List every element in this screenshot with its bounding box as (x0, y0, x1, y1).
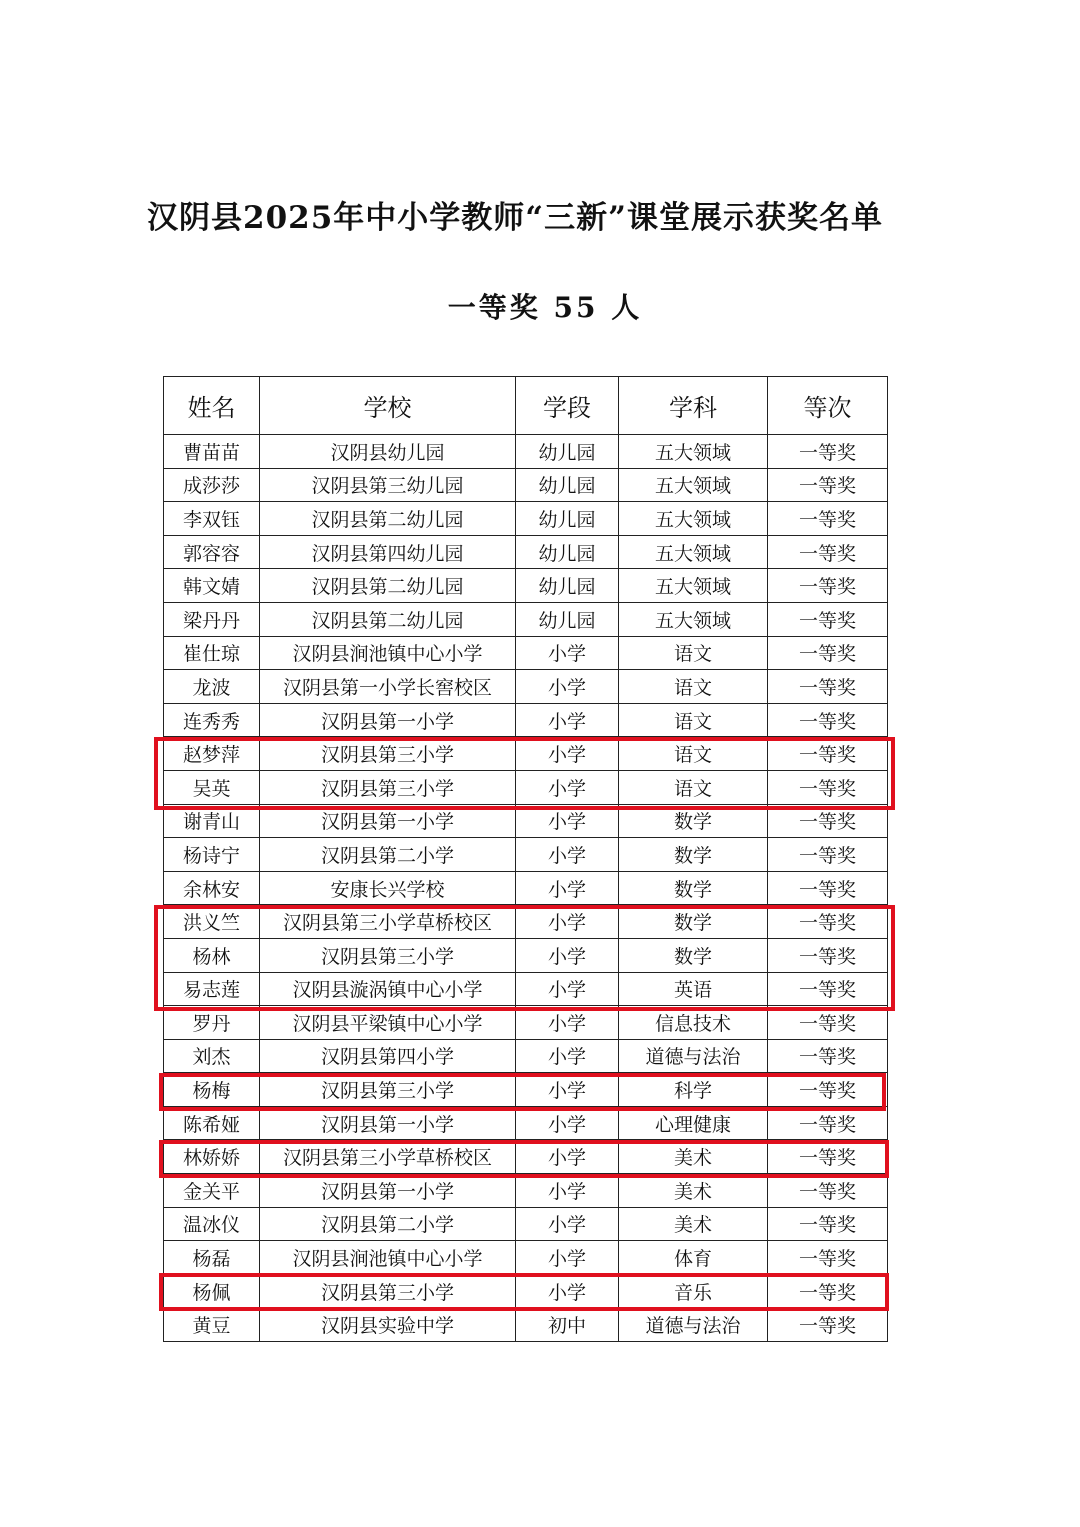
cell-stage: 小学 (516, 636, 619, 670)
table-row (164, 535, 888, 569)
cell-name: 陈希娅 (164, 1106, 260, 1140)
cell-school: 汉阴县第三小学 (260, 770, 516, 804)
cell-name: 赵梦萍 (164, 737, 260, 771)
cell-school: 安康长兴学校 (260, 871, 516, 905)
table-row (164, 770, 888, 804)
cell-subject: 数学 (619, 938, 768, 972)
table-row (164, 1174, 888, 1208)
cell-name: 黄豆 (164, 1308, 260, 1342)
cell-subject: 语文 (619, 703, 768, 737)
cell-stage: 幼儿园 (516, 502, 619, 536)
table-row (164, 804, 888, 838)
cell-subject: 体育 (619, 1241, 768, 1275)
cell-rank: 一等奖 (768, 1006, 888, 1040)
cell-school: 汉阴县涧池镇中心小学 (260, 636, 516, 670)
cell-subject: 五大领域 (619, 535, 768, 569)
cell-rank: 一等奖 (768, 468, 888, 502)
cell-stage: 初中 (516, 1308, 619, 1342)
cell-rank: 一等奖 (768, 1039, 888, 1073)
cell-name: 温冰仪 (164, 1207, 260, 1241)
cell-stage: 小学 (516, 1106, 619, 1140)
table-row (164, 1106, 888, 1140)
cell-stage: 幼儿园 (516, 435, 619, 469)
table-row (164, 602, 888, 636)
cell-stage: 小学 (516, 1039, 619, 1073)
cell-school: 汉阴县第三小学 (260, 737, 516, 771)
cell-subject: 语文 (619, 770, 768, 804)
header-name: 姓名 (164, 377, 260, 435)
table-row (164, 1207, 888, 1241)
cell-stage: 小学 (516, 804, 619, 838)
cell-stage: 幼儿园 (516, 468, 619, 502)
cell-stage: 小学 (516, 1140, 619, 1174)
cell-rank: 一等奖 (768, 535, 888, 569)
cell-stage: 幼儿园 (516, 535, 619, 569)
cell-name: 杨佩 (164, 1274, 260, 1308)
cell-subject: 道德与法治 (619, 1308, 768, 1342)
cell-name: 杨林 (164, 938, 260, 972)
cell-school: 汉阴县第一小学 (260, 1174, 516, 1208)
cell-stage: 小学 (516, 703, 619, 737)
cell-subject: 五大领域 (619, 602, 768, 636)
table-row (164, 1039, 888, 1073)
cell-rank: 一等奖 (768, 1073, 888, 1107)
cell-stage: 小学 (516, 1006, 619, 1040)
cell-name: 郭容容 (164, 535, 260, 569)
cell-subject: 数学 (619, 905, 768, 939)
cell-stage: 小学 (516, 737, 619, 771)
cell-school: 汉阴县第一小学 (260, 804, 516, 838)
cell-rank: 一等奖 (768, 938, 888, 972)
cell-name: 杨磊 (164, 1241, 260, 1275)
award-subtitle: 一等奖 55 人 (447, 291, 643, 324)
cell-rank: 一等奖 (768, 435, 888, 469)
cell-name: 余林安 (164, 871, 260, 905)
cell-stage: 小学 (516, 938, 619, 972)
cell-stage: 小学 (516, 1274, 619, 1308)
cell-school: 汉阴县第二幼儿园 (260, 602, 516, 636)
cell-rank: 一等奖 (768, 1140, 888, 1174)
cell-rank: 一等奖 (768, 804, 888, 838)
cell-subject: 美术 (619, 1174, 768, 1208)
cell-school: 汉阴县第一小学 (260, 1106, 516, 1140)
cell-subject: 语文 (619, 737, 768, 771)
cell-name: 谢青山 (164, 804, 260, 838)
cell-stage: 小学 (516, 838, 619, 872)
table-row (164, 905, 888, 939)
cell-subject: 五大领域 (619, 468, 768, 502)
cell-name: 罗丹 (164, 1006, 260, 1040)
cell-school: 汉阴县第三小学草桥校区 (260, 1140, 516, 1174)
document-title: 汉阴县2025年中小学教师“三新”课堂展示获奖名单 (147, 200, 883, 236)
cell-name: 吴英 (164, 770, 260, 804)
cell-subject: 五大领域 (619, 435, 768, 469)
header-subject: 学科 (619, 377, 768, 435)
cell-school: 汉阴县第三小学 (260, 938, 516, 972)
cell-rank: 一等奖 (768, 569, 888, 603)
cell-subject: 数学 (619, 871, 768, 905)
cell-subject: 数学 (619, 838, 768, 872)
cell-subject: 五大领域 (619, 502, 768, 536)
cell-school: 汉阴县漩涡镇中心小学 (260, 972, 516, 1006)
cell-stage: 小学 (516, 670, 619, 704)
cell-rank: 一等奖 (768, 1308, 888, 1342)
cell-stage: 小学 (516, 770, 619, 804)
table-row (164, 670, 888, 704)
cell-stage: 小学 (516, 972, 619, 1006)
cell-rank: 一等奖 (768, 737, 888, 771)
cell-name: 李双钰 (164, 502, 260, 536)
cell-subject: 数学 (619, 804, 768, 838)
cell-subject: 语文 (619, 670, 768, 704)
cell-school: 汉阴县第二幼儿园 (260, 569, 516, 603)
cell-rank: 一等奖 (768, 838, 888, 872)
cell-rank: 一等奖 (768, 636, 888, 670)
table-row (164, 703, 888, 737)
cell-stage: 小学 (516, 1241, 619, 1275)
table-row (164, 468, 888, 502)
cell-rank: 一等奖 (768, 670, 888, 704)
cell-rank: 一等奖 (768, 972, 888, 1006)
cell-name: 杨梅 (164, 1073, 260, 1107)
cell-school: 汉阴县第三小学 (260, 1274, 516, 1308)
cell-rank: 一等奖 (768, 770, 888, 804)
cell-school: 汉阴县第四小学 (260, 1039, 516, 1073)
table-row (164, 1073, 888, 1107)
cell-stage: 小学 (516, 1207, 619, 1241)
cell-name: 易志莲 (164, 972, 260, 1006)
table-row (164, 972, 888, 1006)
table-row (164, 435, 888, 469)
cell-name: 金关平 (164, 1174, 260, 1208)
cell-subject: 美术 (619, 1140, 768, 1174)
cell-subject: 信息技术 (619, 1006, 768, 1040)
cell-stage: 小学 (516, 1073, 619, 1107)
cell-subject: 美术 (619, 1207, 768, 1241)
cell-rank: 一等奖 (768, 1241, 888, 1275)
cell-stage: 小学 (516, 905, 619, 939)
cell-school: 汉阴县实验中学 (260, 1308, 516, 1342)
cell-name: 梁丹丹 (164, 602, 260, 636)
cell-stage: 幼儿园 (516, 569, 619, 603)
table-row (164, 1274, 888, 1308)
cell-school: 汉阴县第四幼儿园 (260, 535, 516, 569)
cell-subject: 心理健康 (619, 1106, 768, 1140)
cell-stage: 小学 (516, 1174, 619, 1208)
cell-name: 崔仕琼 (164, 636, 260, 670)
cell-subject: 语文 (619, 636, 768, 670)
cell-name: 连秀秀 (164, 703, 260, 737)
cell-rank: 一等奖 (768, 602, 888, 636)
cell-name: 曹苗苗 (164, 435, 260, 469)
cell-rank: 一等奖 (768, 502, 888, 536)
cell-school: 汉阴县幼儿园 (260, 435, 516, 469)
cell-name: 刘杰 (164, 1039, 260, 1073)
table-header-row (164, 377, 888, 435)
header-rank: 等次 (768, 377, 888, 435)
cell-school: 汉阴县涧池镇中心小学 (260, 1241, 516, 1275)
table-row (164, 871, 888, 905)
table-row (164, 1308, 888, 1342)
table-row (164, 938, 888, 972)
cell-name: 成莎莎 (164, 468, 260, 502)
cell-name: 杨诗宁 (164, 838, 260, 872)
cell-subject: 道德与法治 (619, 1039, 768, 1073)
cell-stage: 小学 (516, 871, 619, 905)
cell-rank: 一等奖 (768, 1274, 888, 1308)
cell-stage: 幼儿园 (516, 602, 619, 636)
table-row (164, 502, 888, 536)
cell-rank: 一等奖 (768, 1106, 888, 1140)
table-row (164, 1006, 888, 1040)
cell-subject: 科学 (619, 1073, 768, 1107)
cell-school: 汉阴县第二幼儿园 (260, 502, 516, 536)
header-stage: 学段 (516, 377, 619, 435)
cell-subject: 英语 (619, 972, 768, 1006)
cell-subject: 音乐 (619, 1274, 768, 1308)
cell-school: 汉阴县第三幼儿园 (260, 468, 516, 502)
award-table (163, 376, 888, 1342)
table-row (164, 636, 888, 670)
cell-name: 龙波 (164, 670, 260, 704)
cell-school: 汉阴县第一小学 (260, 703, 516, 737)
cell-school: 汉阴县平梁镇中心小学 (260, 1006, 516, 1040)
cell-name: 洪义竺 (164, 905, 260, 939)
cell-rank: 一等奖 (768, 871, 888, 905)
table-row (164, 1241, 888, 1275)
header-school: 学校 (260, 377, 516, 435)
cell-school: 汉阴县第二小学 (260, 1207, 516, 1241)
cell-school: 汉阴县第三小学草桥校区 (260, 905, 516, 939)
table-row (164, 838, 888, 872)
cell-school: 汉阴县第三小学 (260, 1073, 516, 1107)
cell-name: 韩文婧 (164, 569, 260, 603)
cell-subject: 五大领域 (619, 569, 768, 603)
cell-school: 汉阴县第一小学长窖校区 (260, 670, 516, 704)
cell-rank: 一等奖 (768, 1174, 888, 1208)
cell-rank: 一等奖 (768, 1207, 888, 1241)
table-row (164, 737, 888, 771)
cell-school: 汉阴县第二小学 (260, 838, 516, 872)
cell-name: 林娇娇 (164, 1140, 260, 1174)
table-row (164, 1140, 888, 1174)
table-row (164, 569, 888, 603)
cell-rank: 一等奖 (768, 703, 888, 737)
cell-rank: 一等奖 (768, 905, 888, 939)
